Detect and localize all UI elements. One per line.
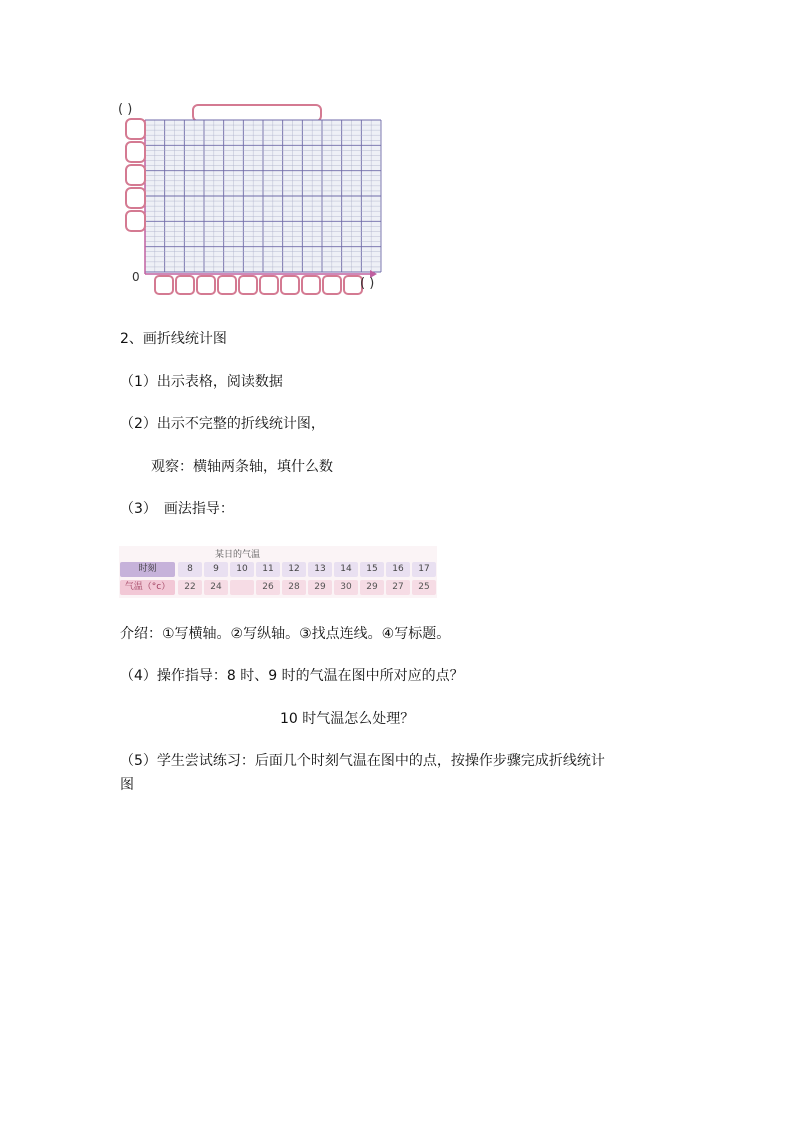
temp-cell: 22	[178, 580, 202, 595]
step-4-question: 10 时气温怎么处理？	[280, 711, 415, 727]
x-label-box	[280, 275, 300, 295]
line-chart-template	[118, 100, 394, 298]
temp-cell-blank	[230, 580, 254, 595]
step-5: （5）学生尝试练习：后面几个时刻气温在图中的点，按操作步骤完成折线统计	[120, 753, 605, 769]
step-2: （2）出示不完整的折线统计图，	[120, 416, 325, 432]
temp-cell: 29	[308, 580, 332, 595]
y-unit-paren: ( )	[118, 102, 133, 117]
temp-cell: 30	[334, 580, 358, 595]
time-cell: 9	[204, 562, 228, 577]
time-cell: 15	[360, 562, 384, 577]
temperature-table	[119, 546, 437, 598]
step-3: （3） 画法指导：	[120, 501, 234, 517]
y-label-box	[125, 141, 146, 163]
table-caption: 某日的气温	[215, 550, 261, 560]
observation-note: 观察：横轴两条轴，填什么数	[151, 459, 333, 475]
time-cell: 13	[308, 562, 332, 577]
y-label-box	[125, 187, 146, 209]
row-header-time: 时刻	[120, 562, 175, 577]
temp-cell: 24	[204, 580, 228, 595]
temp-cell: 27	[386, 580, 410, 595]
time-cell: 11	[256, 562, 280, 577]
time-cell: 17	[412, 562, 436, 577]
x-unit-paren: ( )	[360, 276, 375, 291]
temp-cell: 29	[360, 580, 384, 595]
section-heading: 2、画折线统计图	[120, 331, 227, 347]
time-cell: 12	[282, 562, 306, 577]
time-cell: 14	[334, 562, 358, 577]
origin-label: 0	[132, 270, 140, 284]
grid-svg	[118, 100, 394, 298]
time-cell: 10	[230, 562, 254, 577]
time-cell: 16	[386, 562, 410, 577]
x-label-box	[175, 275, 195, 295]
temp-cell: 28	[282, 580, 306, 595]
x-label-box	[154, 275, 174, 295]
x-label-box	[238, 275, 258, 295]
x-label-box	[322, 275, 342, 295]
temp-cell: 25	[412, 580, 436, 595]
step-1: （1）出示表格，阅读数据	[120, 374, 283, 390]
row-header-temp: 气温（°c）	[120, 580, 175, 595]
step-5-continued: 图	[120, 777, 134, 793]
x-label-box	[259, 275, 279, 295]
step-4: （4）操作指导：8 时、9 时的气温在图中所对应的点？	[120, 668, 464, 684]
time-cell: 8	[178, 562, 202, 577]
y-label-box	[125, 118, 146, 140]
intro-steps: 介绍：①写横轴。②写纵轴。③找点连线。④写标题。	[120, 626, 451, 642]
y-label-box	[125, 164, 146, 186]
x-label-box	[196, 275, 216, 295]
x-label-box	[217, 275, 237, 295]
temp-cell: 26	[256, 580, 280, 595]
x-label-box	[301, 275, 321, 295]
y-label-box	[125, 210, 146, 232]
